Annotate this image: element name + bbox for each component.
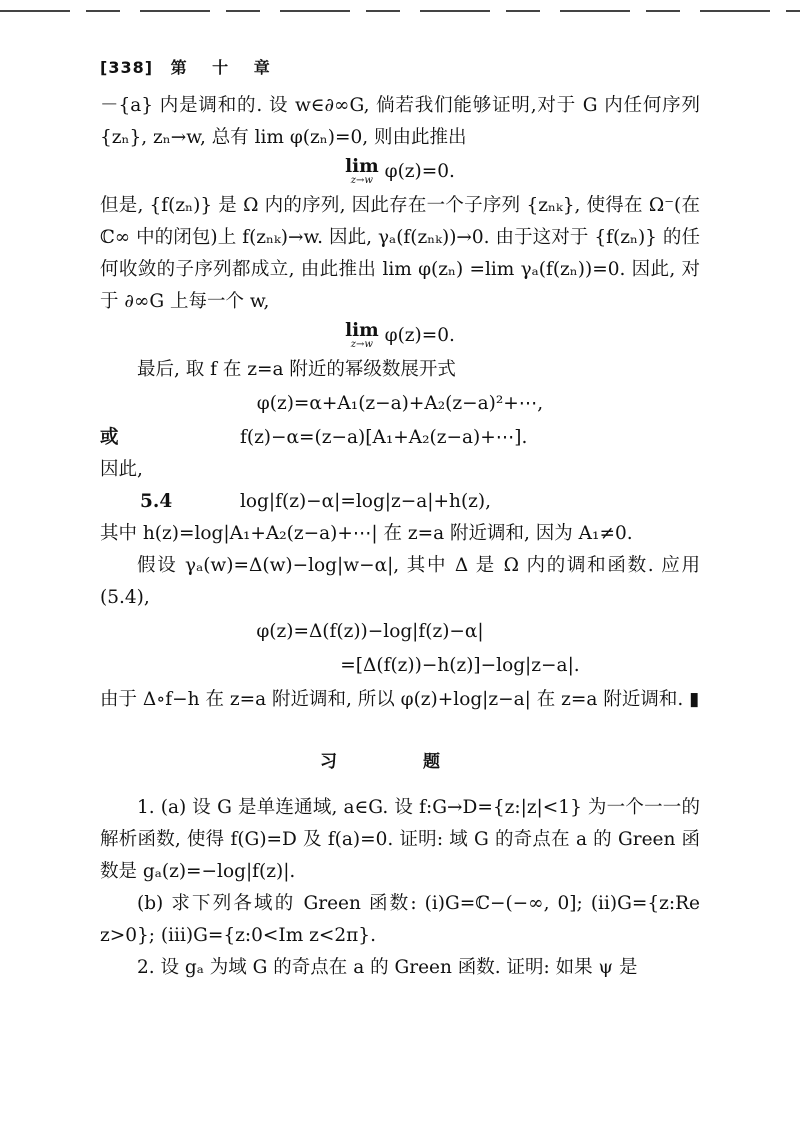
equation-5-4: log|f(z)−α|=log|z−a|+h(z),: [240, 491, 492, 512]
equation-number: 5.4: [140, 491, 173, 512]
lim-expression-1: φ(z)=0.: [384, 161, 455, 182]
paragraph-7: 由于 Δ∘f−h 在 z=a 附近调和, 所以 φ(z)+log|z−a| 在 z=a 附近调和. ▮: [100, 689, 700, 710]
running-header: [100, 52, 700, 84]
lim-operator-1: lim z→w: [345, 156, 379, 186]
lim-expression-2: φ(z)=0.: [384, 325, 455, 346]
equation-power-series: φ(z)=α+A₁(z−a)+A₂(z−a)²+⋯,: [256, 393, 544, 414]
equation-limit-2: [100, 320, 700, 352]
exercises-title: 习 题: [320, 752, 480, 772]
paragraph-3: 最后, 取 f 在 z=a 附近的幂级数展开式: [137, 359, 456, 380]
paragraph-1: －{a} 内是调和的. 设 w∈∂∞G, 倘若我们能够证明,对于 G 内任何序列 {zₙ}, zₙ→w, 总有 lim φ(zₙ)=0, 则由此推出: [100, 95, 700, 148]
or-label: 或: [100, 427, 119, 448]
paragraph-2: 但是, {f(zₙ)} 是 Ω 内的序列, 因此存在一个子序列 {zₙₖ}, 使得在 Ω⁻(在 ℂ∞ 中的闭包)上 f(zₙₖ)→w. 因此, γₐ(f(zₙₖ))→0. 由于这对于 {f(zₙ)} 的任何收敛的子序列都成立, 由此推出 lim φ(zₙ) =lim γₐ(f(zₙ))=0. 因此, 对于 ∂∞G 上每一个 w,: [100, 195, 700, 312]
exercise-1a: 1. (a) 设 G 是单连通域, a∈G. 设 f:G→D={z:|z|<1} 为一个一一的解析函数, 使得 f(G)=D 及 f(a)=0. 证明: 域 G 的奇点在 a 的 Green 函数是 gₐ(z)=−log|f(z)|.: [100, 797, 700, 882]
equation-phi-2: =[Δ(f(z))−h(z)]−log|z−a|.: [340, 655, 580, 676]
equation-limit-1: [100, 156, 700, 188]
chapter-label: 第 十 章: [170, 58, 280, 77]
paragraph-4: 因此,: [100, 459, 143, 480]
lim-operator-2: lim z→w: [345, 320, 379, 350]
paragraph-5: 其中 h(z)=log|A₁+A₂(z−a)+⋯| 在 z=a 附近调和, 因为 A₁≠0.: [100, 523, 633, 544]
exercise-2: 2. 设 gₐ 为域 G 的奇点在 a 的 Green 函数. 证明: 如果 ψ 是: [137, 957, 638, 978]
equation-5-4-line: [100, 486, 700, 518]
page-number: [338]: [100, 58, 154, 77]
equation-factored: f(z)−α=(z−a)[A₁+A₂(z−a)+⋯].: [240, 427, 528, 448]
equation-or-line: [100, 422, 700, 454]
exercise-1b: (b) 求下列各域的 Green 函数: (i)G=ℂ−(−∞, 0]; (ii)G={z:Re z>0}; (iii)G={z:0<Im z<2π}.: [100, 893, 700, 946]
paragraph-6: 假设 γₐ(w)=Δ(w)−log|w−α|, 其中 Δ 是 Ω 内的调和函数. 应用(5.4),: [100, 555, 700, 608]
page-content: [100, 52, 700, 984]
scan-border: [0, 10, 800, 12]
equation-phi-1: φ(z)=Δ(f(z))−log|f(z)−α|: [256, 621, 484, 642]
